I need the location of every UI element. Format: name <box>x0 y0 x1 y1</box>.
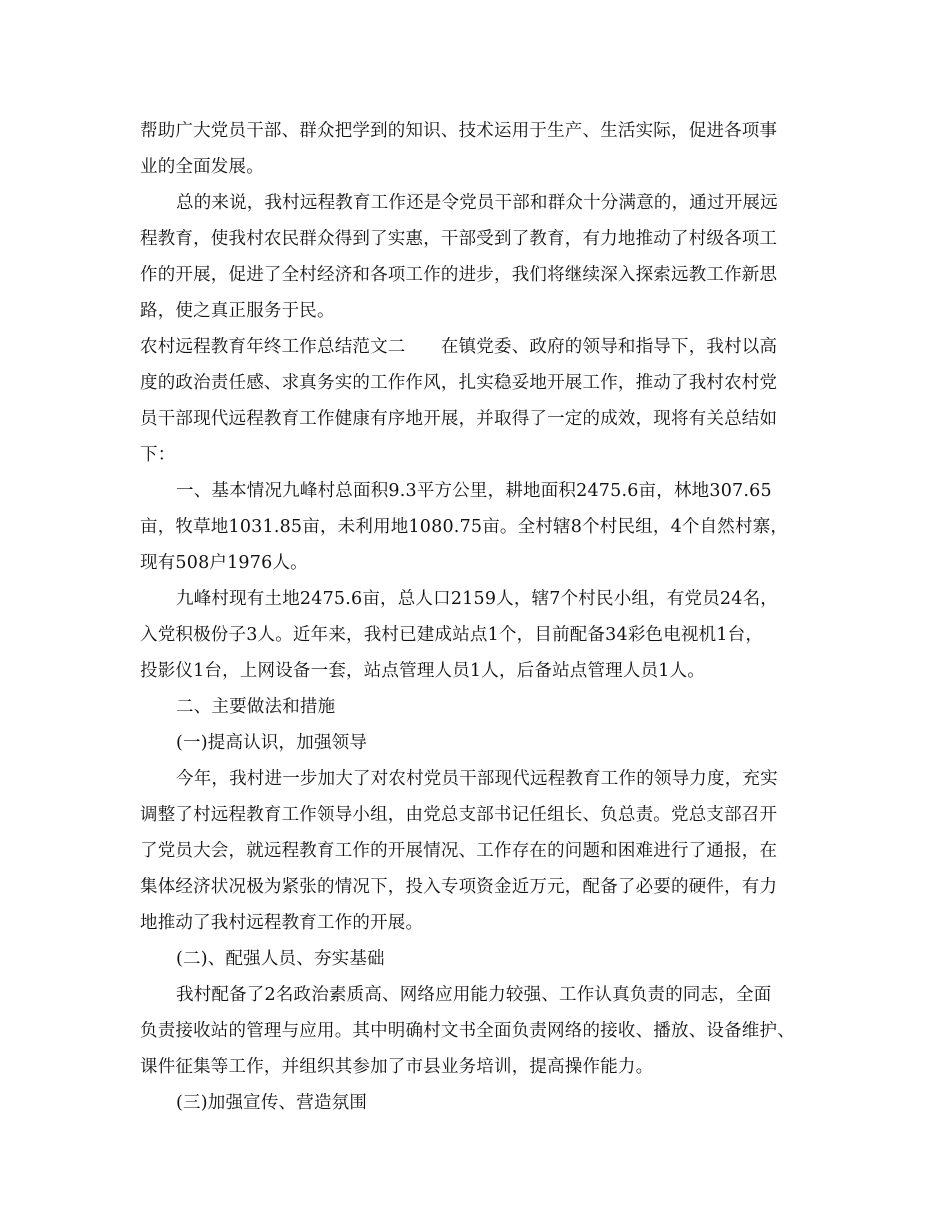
text-line: 业的全面发展。 <box>140 157 264 177</box>
text-line: 路，使之真正服务于民。 <box>140 301 335 321</box>
text-line: 调整了村远程教育工作领导小组，由党总支部书记任组长、负总责。党总支部召开 <box>140 805 778 825</box>
text-line: 了党员大会，就远程教育工作的开展情况、工作存在的问题和困难进行了通报，在 <box>140 841 778 861</box>
text-line: 入党积极份子3人。近年来，我村已建成站点1个，目前配备34彩色电视机1台， <box>140 625 764 645</box>
subsection-heading: (二)、配强人员、夯实基础 <box>176 949 385 969</box>
subsection-heading: (一)提高认识，加强领导 <box>176 733 368 753</box>
text-line: 九峰村现有土地2475.6亩，总人口2159人，辖7个村民小组，有党员24名， <box>176 589 778 609</box>
text-line: 作的开展，促进了全村经济和各项工作的进步，我们将继续深入探索远教工作新思 <box>140 265 778 285</box>
text-line: 亩，牧草地1031.85亩，未利用地1080.75亩。全村辖8个村民组，4个自然村寨， <box>140 517 789 537</box>
text-line: 负责接收站的管理与应用。其中明确村文书全面负责网络的接收、播放、设备维护、 <box>140 1021 795 1041</box>
text-line: 地推动了我村远程教育工作的开展。 <box>140 913 424 933</box>
text-line: 员干部现代远程教育工作健康有序地开展，并取得了一定的成效，现将有关总结如 <box>140 409 778 429</box>
text-line: 帮助广大党员干部、群众把学到的知识、技术运用于生产、生活实际，促进各项事 <box>140 121 778 141</box>
text-line: 现有508户1976人。 <box>140 553 308 573</box>
section-heading: 二、主要做法和措施 <box>176 697 336 717</box>
text-line: 总的来说，我村远程教育工作还是令党员干部和群众十分满意的，通过开展远 <box>176 193 778 213</box>
text-line: 投影仪1台，上网设备一套，站点管理人员1人，后备站点管理人员1人。 <box>140 661 705 681</box>
text-line: 课件征集等工作，并组织其参加了市县业务培训，提高操作能力。 <box>140 1057 654 1077</box>
subsection-heading: (三)加强宣传、营造氛围 <box>176 1093 368 1113</box>
text-line: 下： <box>140 445 176 465</box>
text-line: 集体经济状况极为紧张的情况下，投入专项资金近万元，配备了必要的硬件，有力 <box>140 877 778 897</box>
text-line: 一、基本情况九峰村总面积9.3平方公里，耕地面积2475.6亩，林地307.65 <box>176 481 772 501</box>
text-line: 我村配备了2名政治素质高、网络应用能力较强、工作认真负责的同志，全面 <box>176 985 772 1005</box>
text-line: 农村远程教育年终工作总结范文二 在镇党委、政府的领导和指导下，我村以高 <box>140 337 778 357</box>
text-line: 今年，我村进一步加大了对农村党员干部现代远程教育工作的领导力度，充实 <box>176 769 778 789</box>
text-line: 度的政治责任感、求真务实的工作作风，扎实稳妥地开展工作，推动了我村农村党 <box>140 373 778 393</box>
text-line: 程教育，使我村农民群众得到了实惠，干部受到了教育，有力地推动了村级各项工 <box>140 229 778 249</box>
